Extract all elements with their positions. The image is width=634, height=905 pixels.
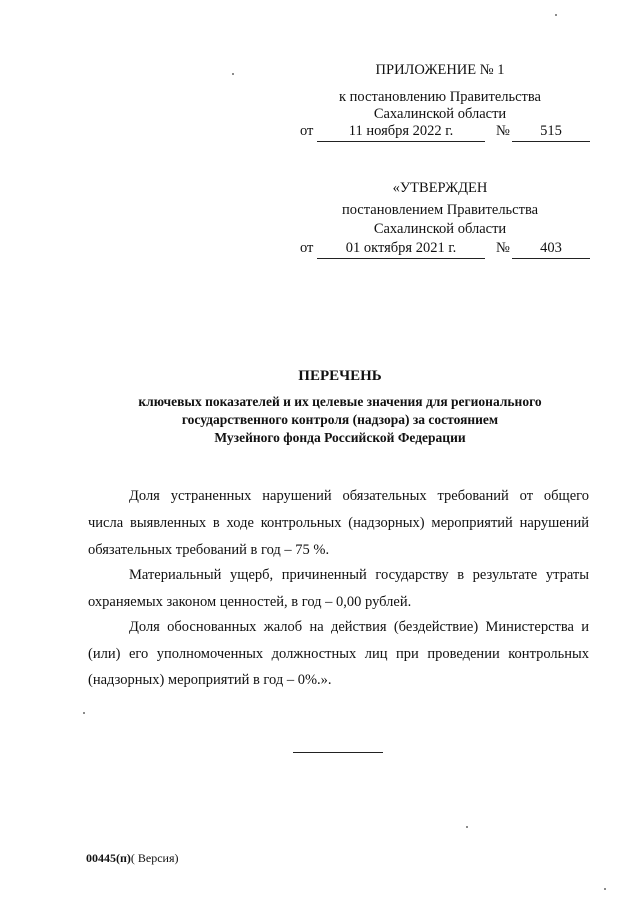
scan-speck [232,73,234,75]
scan-speck [83,712,85,714]
approved-number-sign: № [496,240,510,256]
scan-speck [604,888,606,890]
paragraph-1-line-3: обязательных требований в год – 75 %. [88,542,330,558]
appendix-title: ПРИЛОЖЕНИЕ № 1 [375,62,505,78]
footer-version-label: ( Версия) [130,851,179,865]
scan-speck [466,826,468,828]
approved-from-label: от [300,240,314,256]
approved-title: «УТВЕРЖДЕН [392,180,488,196]
appendix-number: 515 [512,123,590,142]
paragraph-2-line-2: охраняемых законом ценностей, в год – 0,00 рублей. [88,594,412,610]
appendix-line-2: Сахалинской области [373,106,507,122]
approved-line-1: постановлением Правительства [341,202,539,218]
document-title: ПЕРЕЧЕНЬ [298,368,382,384]
appendix-line-1: к постановлению Правительства [339,89,541,105]
footer-version [86,851,179,866]
document-subtitle-2: государственного контроля (надзора) за состоянием [181,412,499,427]
document-subtitle-1: ключевых показателей и их целевые значения для регионального [138,394,542,409]
paragraph-3-line-2: (или) его уполномоченных должностных лиц при проведении контрольных [88,646,589,662]
appendix-date: 11 ноября 2022 г. [317,123,485,142]
footer-code: 00445(п) [86,851,131,865]
paragraph-1-line-1: Доля устраненных нарушений обязательных требований от общего [129,488,589,504]
appendix-from-label: от [300,123,314,139]
paragraph-3-line-1: Доля обоснованных жалоб на действия (бездействие) Министерства и [129,619,589,635]
appendix-number-sign: № [496,123,510,139]
paragraph-3-line-3: (надзорных) мероприятий в год – 0%.». [88,672,332,688]
scan-speck [555,14,557,16]
approved-line-2: Сахалинской области [373,221,507,237]
approved-date: 01 октября 2021 г. [317,240,485,259]
document-subtitle-3: Музейного фонда Российской Федерации [214,430,466,445]
paragraph-2-line-1: Материальный ущерб, причиненный государству в результате утраты [129,567,589,583]
end-separator-line [293,752,383,753]
approved-number: 403 [512,240,590,259]
paragraph-1-line-2: числа выявленных в ходе контрольных (надзорных) мероприятий нарушений [88,515,589,531]
